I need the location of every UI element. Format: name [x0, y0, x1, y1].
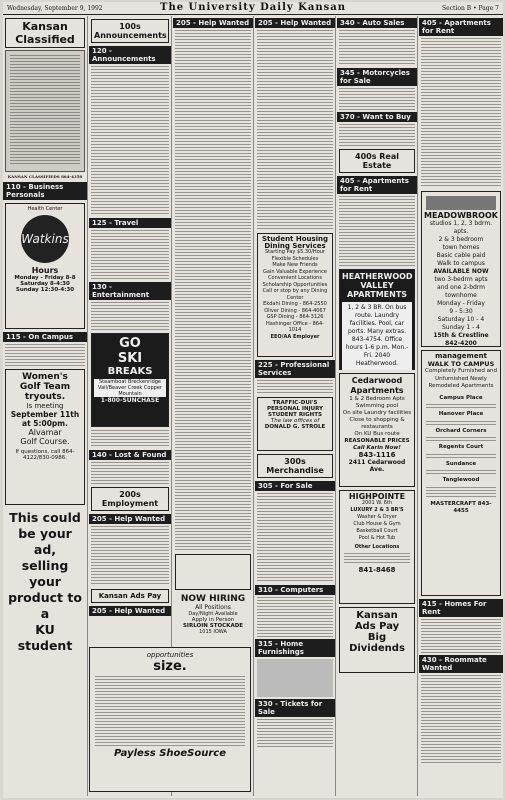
golf-line: Is meeting	[26, 402, 64, 410]
house-ad-this-could-be-your-ad	[5, 508, 85, 657]
adspay-line: Ads Pay	[354, 621, 400, 632]
masthead-date: Wednesday, September 9, 1992	[7, 5, 103, 12]
payless-logo: Payless ShoeSource	[113, 748, 227, 759]
cedarwood-item: On KU Bus route	[354, 431, 400, 437]
golf-line: at 5:00pm.	[22, 419, 68, 428]
section-140-header: 140 - Lost & Found	[89, 450, 171, 460]
health-label: Health Center	[27, 206, 63, 212]
golf-line: Golf Team	[19, 382, 71, 392]
highpointe-line: Pool & Hot Tub	[358, 535, 396, 541]
traffic-line: PERSONAL INJURY	[266, 406, 324, 412]
payless-line: opportunities	[146, 651, 194, 659]
highpointe-line: Club House & Gym	[353, 521, 401, 527]
kansan-ads-pay: Kansan Ads Pay	[91, 589, 169, 603]
highpointe-line: Basketball Court	[356, 528, 398, 534]
traffic-line: TRAFFIC-DUI'S	[272, 400, 318, 406]
golf-contact: If questions, call 864-4122/830-0986.	[15, 449, 75, 461]
walk-to-campus: WALK TO CAMPUS	[427, 359, 495, 368]
highpointe-line: HIGHPOINTE	[348, 492, 406, 501]
section-305-header: 305 - For Sale	[255, 481, 335, 491]
hiring-line: NOW HIRING	[180, 594, 246, 604]
section-115-header: 115 - On Campus	[3, 332, 87, 342]
payless-size: size.	[153, 659, 187, 674]
ski-phone: 1-800-SUNCHASE	[100, 397, 160, 404]
housing-line: Call or stop by any Dining Center	[262, 288, 328, 301]
property-name: Tanglewood	[442, 477, 480, 483]
cedarwood-item: Close to shopping & restaurants	[349, 417, 405, 430]
hours-line: Sunday 12:30-4:30	[15, 287, 75, 293]
student-housing-dining-ad	[257, 233, 333, 357]
column-1	[3, 16, 88, 796]
golf-line: September 11th	[10, 410, 80, 419]
housing-line: Hashinger Office - 864-1014	[266, 320, 324, 333]
section-200s-banner: 200s Employment	[91, 487, 169, 511]
cedarwood-address: 2411 Cedarwood Ave.	[348, 459, 406, 473]
hiring-line: SIRLOIN STOCKADE	[182, 623, 244, 629]
traffic-line: DONALD G. STROLE	[264, 424, 326, 430]
cedarwood-ad	[339, 373, 415, 487]
meadowbrook-item: Basic cable paid	[436, 252, 486, 259]
cedarwood-phone: 843-1116	[358, 451, 396, 459]
golf-line: tryouts.	[24, 392, 66, 402]
section-120-header: 120 - Announcements	[89, 46, 171, 64]
housing-line: Flexible Schedules	[271, 255, 319, 262]
column-4	[255, 16, 336, 796]
section-330-header: 330 - Tickets for Sale	[255, 699, 335, 717]
adspay-line: Kansan	[356, 610, 398, 621]
classified-phone: KANSAN CLASSIFIEDS 864-4358	[7, 174, 83, 179]
section-345-header: 345 - Motorcycles for Sale	[337, 68, 417, 86]
housing-line: Scholarship Opportunities	[262, 281, 328, 288]
highpointe-phone: 841-8468	[358, 566, 396, 574]
cedarwood-item: Swimming pool	[355, 403, 399, 409]
meadowbrook-hours: 9 - 5:30	[449, 308, 473, 315]
watkins-logo: Watkins	[21, 215, 69, 263]
meadowbrook-item: and one 2-bdrm townhome	[436, 284, 486, 299]
cedarwood-item: Call Karin Now!	[353, 445, 401, 451]
highpointe-ad	[339, 490, 415, 604]
meadowbrook-address: 15th & Crestline	[433, 332, 489, 339]
meadowbrook-item: town homes	[442, 244, 480, 251]
ski-line: BREAKS	[107, 366, 153, 377]
section-225-header: 225 - Professional Services	[255, 360, 335, 378]
section-300s-banner: 300s Merchandise	[257, 454, 333, 478]
golf-line: Alvamar	[28, 428, 62, 437]
column-6	[419, 16, 503, 796]
heatherwood-line: VALLEY	[360, 281, 394, 290]
other-locations: Other Locations	[354, 544, 400, 550]
section-405-header: 405 - Apartments for Rent	[337, 176, 417, 194]
meadowbrook-ad	[421, 191, 501, 347]
newspaper-page	[3, 2, 503, 798]
section-340-header: 340 - Auto Sales	[337, 18, 417, 28]
section-130-header: 130 - Entertainment	[89, 282, 171, 300]
masthead-section: Section B • Page 7	[442, 5, 499, 12]
hours-line: Monday - Friday 8-8	[14, 275, 76, 281]
hiring-line: All Positions	[195, 604, 231, 611]
meadowbrook-hours: Saturday 10 - 4	[437, 316, 485, 323]
hours-line: Saturday 8-4:30	[20, 281, 70, 287]
meadowbrook-tree-illustration	[426, 196, 496, 210]
column-5	[337, 16, 418, 796]
heatherwood-line: HEATHERWOOD	[342, 272, 413, 281]
hiring-line: Day/Night Available	[188, 611, 238, 617]
section-370-header: 370 - Want to Buy	[337, 112, 417, 122]
hiring-line: Apply in Person	[191, 617, 235, 623]
golf-line: Women's	[22, 372, 68, 382]
section-415-header: 415 - Homes For Rent	[419, 599, 503, 617]
golf-tryouts-ad	[5, 369, 85, 505]
traffic-line: The law offices of	[270, 418, 320, 424]
meadowbrook-item: studios 1, 2, 3 bdrm. apts.	[429, 220, 493, 235]
heatherwood-ad	[339, 269, 415, 370]
section-100s-banner: 100s Announcements	[91, 19, 169, 43]
property-name: Sundance	[445, 460, 477, 467]
section-205-header: 205 - Help Wanted	[255, 18, 335, 28]
mastercraft-phone: MASTERCRAFT 843-4455	[430, 500, 492, 514]
hours-title: Hours	[31, 266, 59, 275]
ski-line: GO	[119, 336, 141, 351]
housing-line: Make New Friends	[272, 262, 318, 268]
ski-resorts: Steamboat Breckenridge Vail/Beaver Creek Copper Mountain	[94, 379, 166, 397]
column-3	[173, 16, 254, 796]
housing-line: Starting Pay $5.30/Hour	[265, 249, 325, 255]
housing-line: EEO/AA Employer	[270, 333, 320, 340]
housing-line: Ekdahl Dining - 864-2550	[263, 301, 327, 307]
property-name: Regents Court	[438, 444, 484, 450]
highpointe-line: Washer & Dryer	[357, 514, 397, 520]
housing-line: Student Housing	[261, 235, 329, 243]
section-110-header: 110 - Business Personals	[3, 182, 87, 200]
meadowbrook-hours: Monday - Friday	[437, 300, 485, 307]
sirloin-stockade-ad	[173, 592, 253, 648]
classified-order-form	[5, 50, 85, 172]
house-ad-line: KU student	[17, 622, 73, 653]
house-ad-line: selling your	[21, 558, 69, 589]
meadowbrook-item: two 3-bedrm apts	[434, 276, 488, 283]
section-205-header: 205 - Help Wanted	[173, 18, 253, 28]
meadowbrook-item: AVAILABLE NOW	[433, 268, 489, 275]
masthead-title: The University Daily Kansan	[160, 2, 346, 13]
cedarwood-item: On site Laundry facilities	[342, 410, 412, 416]
section-310-header: 310 - Computers	[255, 585, 335, 595]
property-name: Hanover Place	[438, 411, 484, 417]
ski-line: SKI	[117, 351, 143, 366]
heatherwood-line: APARTMENTS	[346, 290, 408, 299]
section-315-header: 315 - Home Furnishings	[255, 639, 335, 657]
furniture-photo	[257, 659, 333, 697]
traffic-line: STUDENT RIGHTS	[268, 412, 322, 418]
meadowbrook-item: Walk to campus	[437, 260, 485, 267]
section-205-header: 205 - Help Wanted	[89, 514, 171, 524]
section-400s-banner: 400s Real Estate	[339, 149, 415, 173]
housing-line: Convenient Locations	[268, 275, 322, 281]
golf-line: Golf Course.	[20, 437, 70, 446]
section-205-header-2: 205 - Help Wanted	[89, 606, 171, 616]
housing-line: Gain Valuable Experience	[263, 268, 327, 275]
property-name: Campus Place	[439, 394, 483, 401]
section-430-header: 430 - Roommate Wanted	[419, 655, 503, 673]
housing-line: Dining Services	[264, 241, 326, 250]
watkins-ad	[5, 203, 85, 329]
heatherwood-details: 1, 2 & 3 BR. On bus route. Laundry facilities. Pool, car ports. Many extras. 843-4754. Office hours 1-6 p.m. Mon.-Fri. 2040 Heatherwood.	[342, 302, 412, 370]
housing-line: Oliver Dining - 864-4067	[264, 307, 326, 314]
ski-breaks-ad	[91, 333, 169, 427]
hiring-graphic	[175, 554, 251, 590]
mastercraft-ad	[421, 350, 501, 596]
house-ad-line: This could	[9, 510, 81, 525]
cedarwood-item: 1 & 2 Bedroom Apts	[349, 396, 405, 402]
meadowbrook-item: 2 & 3 bedroom	[438, 236, 484, 243]
meadowbrook-title: MEADOWBROOK	[424, 211, 498, 220]
kansan-ads-pay-ad	[339, 607, 415, 673]
brand-title: Kansan Classified	[5, 18, 85, 48]
walk-to-campus-details: Completely Furnished and Unfurnished Newly Remodeled Apartments	[425, 368, 497, 389]
house-ad-line: be your ad,	[18, 526, 72, 557]
section-405-header: 405 - Apartments for Rent	[419, 18, 503, 36]
section-125-header: 125 - Travel	[89, 218, 171, 228]
housing-line: GSP Dining - 864-3126	[266, 314, 324, 320]
cedarwood-title: Cedarwood Apartments	[350, 376, 404, 395]
house-ad-line: product to a	[8, 590, 82, 621]
masthead	[3, 2, 503, 15]
meadowbrook-hours: Sunday 1 - 4	[442, 324, 480, 331]
traffic-dui-ad	[257, 397, 333, 451]
adspay-line: Big Dividends	[349, 632, 405, 654]
property-name: Orchard Corners	[435, 427, 487, 434]
highpointe-line: LUXURY 2 & 3 BR'S	[350, 507, 404, 513]
highpointe-line: 2001 W. 6th	[361, 500, 393, 506]
hiring-line: 1015 IOWA	[199, 629, 227, 635]
management-label: management	[435, 352, 487, 360]
meadowbrook-phone: 842-4200	[445, 340, 477, 347]
cedarwood-item: REASONABLE PRICES	[344, 438, 410, 444]
